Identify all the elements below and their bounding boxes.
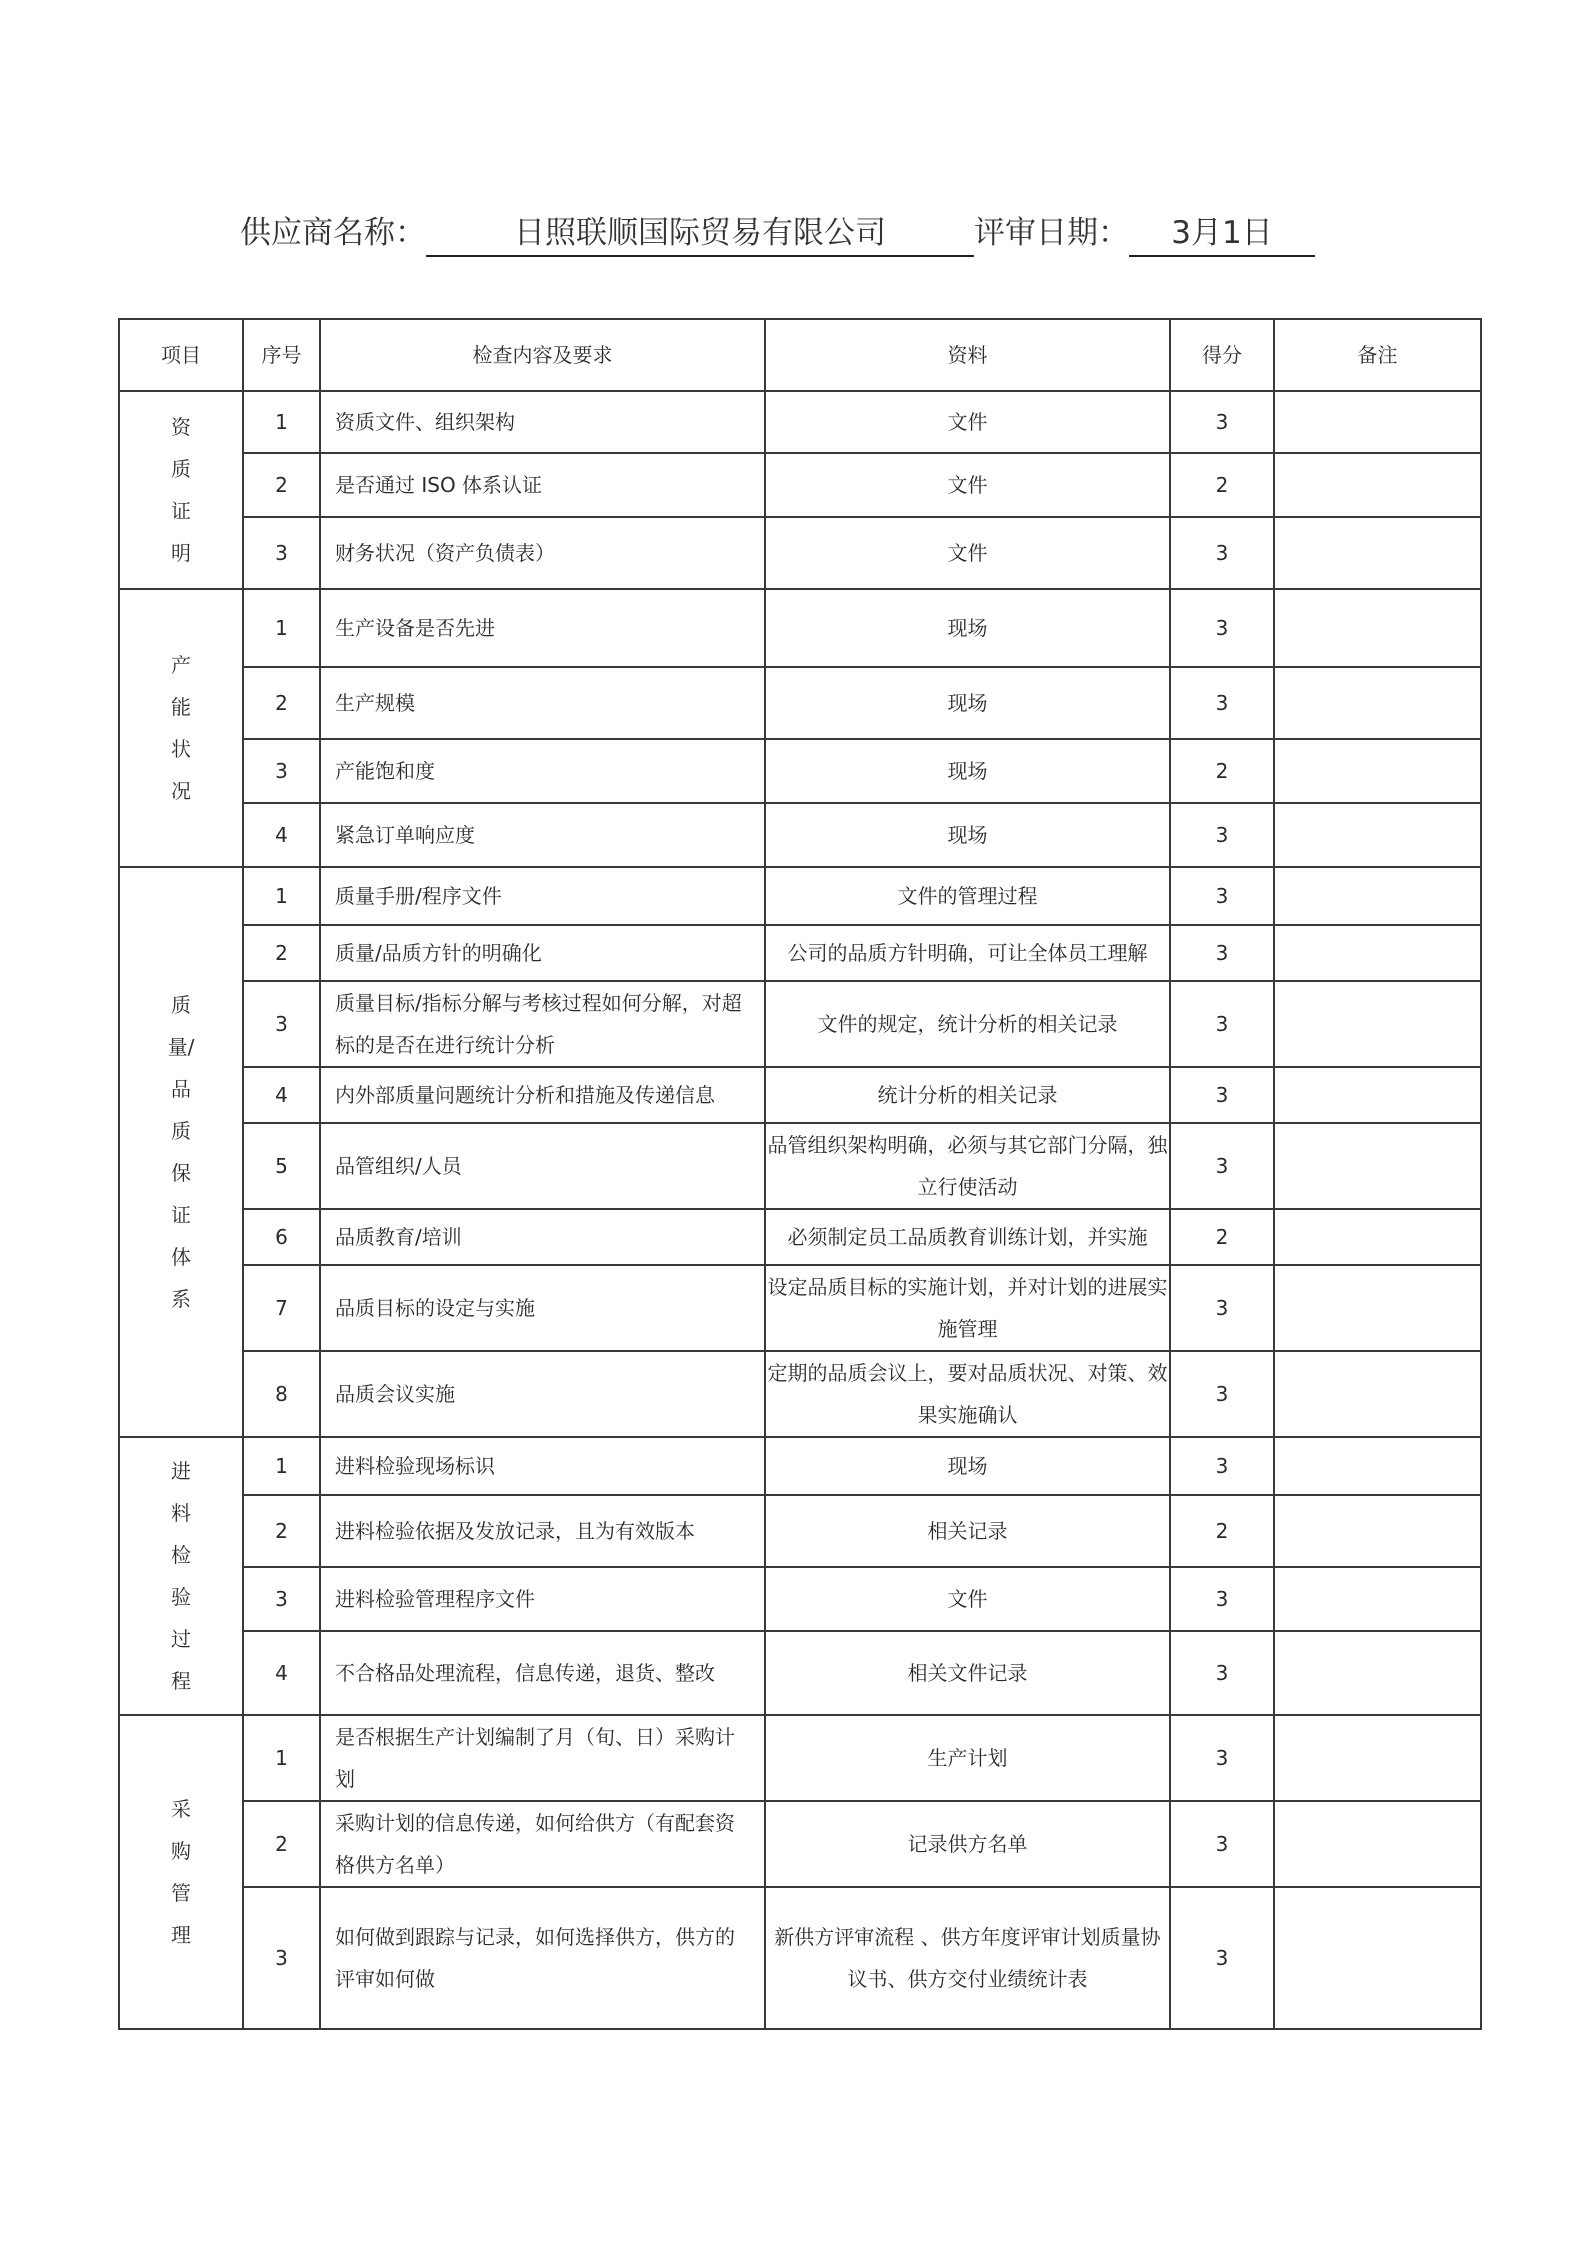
- table-row: [119, 739, 1481, 803]
- score-cell: 3: [1170, 1567, 1274, 1631]
- material-cell: 文件的管理过程: [765, 867, 1170, 925]
- check-content: 质量手册/程序文件: [320, 867, 765, 925]
- material-cell: 统计分析的相关记录: [765, 1067, 1170, 1123]
- remark-cell: [1274, 1495, 1481, 1567]
- material-cell: 新供方评审流程 、供方年度评审计划质量协议书、供方交付业绩统计表: [765, 1887, 1170, 2029]
- check-content: 是否通过 ISO 体系认证: [320, 453, 765, 517]
- check-content: 品质教育/培训: [320, 1209, 765, 1265]
- row-number: 2: [243, 453, 320, 517]
- row-number: 6: [243, 1209, 320, 1265]
- remark-cell: [1274, 517, 1481, 589]
- row-number: 1: [243, 1715, 320, 1801]
- column-header: 得分: [1170, 319, 1274, 391]
- row-number: 3: [243, 1567, 320, 1631]
- row-number: 3: [243, 981, 320, 1067]
- check-content: 资质文件、组织架构: [320, 391, 765, 453]
- remark-cell: [1274, 1351, 1481, 1437]
- remark-cell: [1274, 1567, 1481, 1631]
- table-row: [119, 1265, 1481, 1351]
- row-number: 3: [243, 517, 320, 589]
- score-cell: 3: [1170, 1801, 1274, 1887]
- check-content: 财务状况（资产负债表）: [320, 517, 765, 589]
- material-cell: 文件: [765, 453, 1170, 517]
- material-cell: 设定品质目标的实施计划，并对计划的进展实施管理: [765, 1265, 1170, 1351]
- category-label: 资质证明: [171, 415, 191, 565]
- score-cell: 3: [1170, 1067, 1274, 1123]
- table-row: [119, 391, 1481, 453]
- check-content: 不合格品处理流程，信息传递，退货、整改: [320, 1631, 765, 1715]
- row-number: 3: [243, 739, 320, 803]
- material-cell: 记录供方名单: [765, 1801, 1170, 1887]
- category-cell: [119, 1715, 243, 2029]
- row-number: 2: [243, 1801, 320, 1887]
- score-cell: 3: [1170, 867, 1274, 925]
- check-content: 如何做到跟踪与记录，如何选择供方，供方的评审如何做: [320, 1887, 765, 2029]
- row-number: 3: [243, 1887, 320, 2029]
- check-content: 进料检验管理程序文件: [320, 1567, 765, 1631]
- remark-cell: [1274, 1123, 1481, 1209]
- row-number: 1: [243, 589, 320, 667]
- material-cell: 文件: [765, 391, 1170, 453]
- check-content: 进料检验现场标识: [320, 1437, 765, 1495]
- check-content: 内外部质量问题统计分析和措施及传递信息: [320, 1067, 765, 1123]
- row-number: 4: [243, 803, 320, 867]
- table-row: [119, 1631, 1481, 1715]
- row-number: 1: [243, 391, 320, 453]
- row-number: 5: [243, 1123, 320, 1209]
- remark-cell: [1274, 453, 1481, 517]
- supplier-name: 日照联顺国际贸易有限公司: [426, 211, 974, 257]
- material-cell: 文件的规定，统计分析的相关记录: [765, 981, 1170, 1067]
- material-cell: 现场: [765, 589, 1170, 667]
- table-row: [119, 589, 1481, 667]
- form-header: [240, 208, 1360, 258]
- check-content: 品质目标的设定与实施: [320, 1265, 765, 1351]
- score-cell: 3: [1170, 1123, 1274, 1209]
- score-cell: 2: [1170, 1495, 1274, 1567]
- table-row: [119, 667, 1481, 739]
- score-cell: 3: [1170, 1631, 1274, 1715]
- check-content: 品管组织/人员: [320, 1123, 765, 1209]
- table-row: [119, 1495, 1481, 1567]
- material-cell: 定期的品质会议上，要对品质状况、对策、效果实施确认: [765, 1351, 1170, 1437]
- score-cell: 3: [1170, 1265, 1274, 1351]
- table-row: [119, 803, 1481, 867]
- table-row: [119, 981, 1481, 1067]
- material-cell: 文件: [765, 1567, 1170, 1631]
- score-cell: 3: [1170, 1437, 1274, 1495]
- remark-cell: [1274, 391, 1481, 453]
- row-number: 1: [243, 1437, 320, 1495]
- score-cell: 3: [1170, 1351, 1274, 1437]
- supplier-audit-table: [118, 318, 1482, 2030]
- remark-cell: [1274, 925, 1481, 981]
- score-cell: 3: [1170, 981, 1274, 1067]
- material-cell: 现场: [765, 1437, 1170, 1495]
- remark-cell: [1274, 739, 1481, 803]
- category-cell: [119, 1437, 243, 1715]
- material-cell: 文件: [765, 517, 1170, 589]
- category-label: 质量/品质保证体系: [167, 993, 195, 1311]
- check-content: 产能饱和度: [320, 739, 765, 803]
- material-cell: 必须制定员工品质教育训练计划，并实施: [765, 1209, 1170, 1265]
- table-row: [119, 453, 1481, 517]
- score-cell: 2: [1170, 739, 1274, 803]
- check-content: 品质会议实施: [320, 1351, 765, 1437]
- row-number: 2: [243, 925, 320, 981]
- category-label: 采购管理: [171, 1797, 191, 1947]
- remark-cell: [1274, 1887, 1481, 2029]
- score-cell: 3: [1170, 589, 1274, 667]
- row-number: 7: [243, 1265, 320, 1351]
- check-content: 质量目标/指标分解与考核过程如何分解，对超标的是否在进行统计分析: [320, 981, 765, 1067]
- score-cell: 2: [1170, 1209, 1274, 1265]
- column-header: 序号: [243, 319, 320, 391]
- table-row: [119, 1209, 1481, 1265]
- supplier-label: 供应商名称：: [240, 215, 426, 251]
- material-cell: 现场: [765, 803, 1170, 867]
- score-cell: 2: [1170, 453, 1274, 517]
- check-content: 进料检验依据及发放记录，且为有效版本: [320, 1495, 765, 1567]
- column-header: 备注: [1274, 319, 1481, 391]
- remark-cell: [1274, 1715, 1481, 1801]
- table-row: [119, 1715, 1481, 1801]
- score-cell: 3: [1170, 1715, 1274, 1801]
- score-cell: 3: [1170, 391, 1274, 453]
- check-content: 生产规模: [320, 667, 765, 739]
- remark-cell: [1274, 667, 1481, 739]
- column-header: 项目: [119, 319, 243, 391]
- remark-cell: [1274, 867, 1481, 925]
- remark-cell: [1274, 1067, 1481, 1123]
- table-row: [119, 1567, 1481, 1631]
- review-date: 3月1日: [1129, 211, 1315, 257]
- material-cell: 现场: [765, 739, 1170, 803]
- remark-cell: [1274, 1209, 1481, 1265]
- row-number: 2: [243, 1495, 320, 1567]
- check-content: 采购计划的信息传递，如何给供方（有配套资格供方名单）: [320, 1801, 765, 1887]
- remark-cell: [1274, 1437, 1481, 1495]
- material-cell: 公司的品质方针明确，可让全体员工理解: [765, 925, 1170, 981]
- score-cell: 3: [1170, 803, 1274, 867]
- category-label: 产能状况: [171, 653, 191, 803]
- remark-cell: [1274, 1801, 1481, 1887]
- score-cell: 3: [1170, 1887, 1274, 2029]
- table-row: [119, 1437, 1481, 1495]
- row-number: 1: [243, 867, 320, 925]
- table-row: [119, 1067, 1481, 1123]
- material-cell: 现场: [765, 667, 1170, 739]
- remark-cell: [1274, 1265, 1481, 1351]
- row-number: 2: [243, 667, 320, 739]
- category-label: 进料检验过程: [171, 1459, 191, 1693]
- score-cell: 3: [1170, 667, 1274, 739]
- column-header: 检查内容及要求: [320, 319, 765, 391]
- score-cell: 3: [1170, 517, 1274, 589]
- row-number: 4: [243, 1067, 320, 1123]
- category-cell: [119, 867, 243, 1437]
- header-row: [119, 319, 1481, 391]
- material-cell: 生产计划: [765, 1715, 1170, 1801]
- row-number: 4: [243, 1631, 320, 1715]
- category-cell: [119, 589, 243, 867]
- row-number: 8: [243, 1351, 320, 1437]
- table-row: [119, 1123, 1481, 1209]
- material-cell: 相关记录: [765, 1495, 1170, 1567]
- table-row: [119, 1801, 1481, 1887]
- table-row: [119, 1351, 1481, 1437]
- remark-cell: [1274, 1631, 1481, 1715]
- column-header: 资料: [765, 319, 1170, 391]
- remark-cell: [1274, 589, 1481, 667]
- check-content: 紧急订单响应度: [320, 803, 765, 867]
- remark-cell: [1274, 981, 1481, 1067]
- category-cell: [119, 391, 243, 589]
- table-row: [119, 517, 1481, 589]
- check-content: 质量/品质方针的明确化: [320, 925, 765, 981]
- check-content: 是否根据生产计划编制了月（旬、日）采购计划: [320, 1715, 765, 1801]
- date-label: 评审日期：: [974, 215, 1129, 251]
- check-content: 生产设备是否先进: [320, 589, 765, 667]
- table-row: [119, 925, 1481, 981]
- material-cell: 相关文件记录: [765, 1631, 1170, 1715]
- material-cell: 品管组织架构明确，必须与其它部门分隔，独立行使活动: [765, 1123, 1170, 1209]
- table-row: [119, 867, 1481, 925]
- remark-cell: [1274, 803, 1481, 867]
- score-cell: 3: [1170, 925, 1274, 981]
- table-row: [119, 1887, 1481, 2029]
